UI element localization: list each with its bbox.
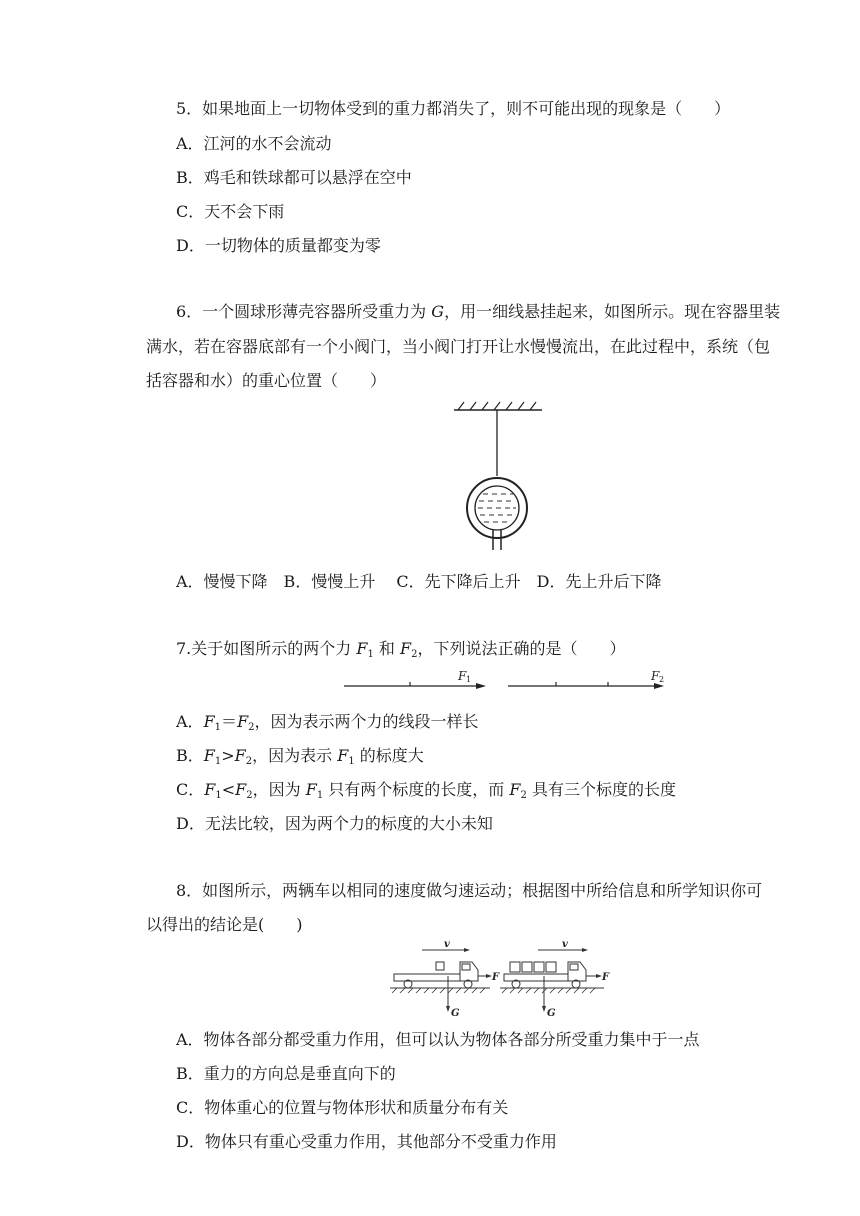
f1-label-sub: 1 [466, 675, 472, 684]
q7-stem-f2: F [400, 639, 412, 658]
q7-stem-f2-sub: 2 [411, 649, 418, 660]
q7-c-f2-sub: 2 [246, 790, 253, 801]
q5-option-b: B．鸡毛和铁球都可以悬浮在空中 [176, 168, 412, 187]
q7-c-mid: ，因为 [252, 780, 306, 799]
q5-stem: 5．如果地面上一切物体受到的重力都消失了，则不可能出现的现象是（ ） [176, 99, 731, 118]
f2-label: F [651, 669, 660, 683]
truck2-f-label: F [602, 972, 610, 983]
q7-c-f2b-sub: 2 [520, 790, 527, 801]
q7-b-f1b: F [337, 746, 349, 765]
q7-option-a: A．$F_1=F_2$，因为表示两个力的线段一样长 [176, 712, 479, 733]
q7-b-f1: F [203, 746, 215, 765]
q7-c-f2: F [235, 780, 247, 799]
q5-option-a: A．江河的水不会流动 [176, 134, 332, 153]
q8-option-d: D．物体只有重心受重力作用，其他部分不受重力作用 [176, 1132, 557, 1151]
q7-c-mid2: 只有两个标度的长度，而 [323, 780, 510, 799]
q6-stem-line1 [176, 299, 780, 322]
q8-option-a: A．物体各部分都受重力作用，但可以认为物体各部分所受重力集中于一点 [176, 1030, 700, 1049]
q7-a-prefix: A． [176, 712, 204, 731]
q7-a-f2-sub: 2 [248, 722, 255, 733]
q6-hanging-sphere-figure [450, 398, 546, 553]
q7-b-f2-sub: 2 [245, 756, 253, 767]
q6-stem-text-a: 6．一个圆球形薄壳容器所受重力为 [176, 302, 432, 321]
q7-stem-text-a: 7.关于如图所示的两个力 [176, 639, 357, 658]
q7-b-f1-sub: 1 [214, 756, 222, 767]
q8-trucks-figure [388, 938, 614, 1020]
truck2-g-label: G [547, 1008, 556, 1019]
q8-stem-line1: 8．如图所示，两辆车以相同的速度做匀速运动；根据图中所给信息和所学知识你可 [176, 881, 763, 900]
q7-option-c: C．$F_1<F_2$，因为 $F_1$ 只有两个标度的长度，而 $F_2$ 具有三个标度的长度 [176, 780, 676, 801]
truck2-v-label: v [562, 939, 568, 950]
q6-stem-text-b: ，用一细线悬挂起来，如图所示。现在容器里装 [444, 302, 781, 321]
q6-stem-line2: 满水，若在容器底部有一个小阀门，当小阀门打开让水慢慢流出，在此过程中，系统（包 [146, 337, 771, 356]
f2-label-sub: 2 [659, 675, 665, 684]
q8-option-b: B．重力的方向总是垂直向下的 [176, 1064, 396, 1083]
q7-option-d: D．无法比较，因为两个力的标度的大小未知 [176, 814, 493, 833]
f2-arrow [508, 682, 656, 686]
q7-c-f1b: F [305, 780, 317, 799]
q7-b-prefix: B． [176, 746, 204, 765]
q7-force-arrows-figure [340, 666, 672, 696]
q5-option-c: C．天不会下雨 [176, 202, 285, 221]
q7-a-f2: F [237, 712, 249, 731]
q7-b-f1b-sub: 1 [348, 756, 355, 767]
q6-options: A．慢慢下降 B．慢慢上升 C．先下降后上升 D．先上升后下降 [176, 572, 662, 591]
q7-c-f2b: F [509, 780, 521, 799]
q7-a-rest: ，因为表示两个力的线段一样长 [254, 712, 479, 731]
truck1-f-label: F [492, 972, 500, 983]
q7-stem-text-c: ，下列说法正确的是（ ） [417, 639, 626, 658]
q7-stem-f1: F [356, 639, 368, 658]
q7-c-f1b-sub: 1 [316, 790, 324, 801]
q7-a-f1: F [203, 712, 215, 731]
q8-stem-line2: 以得出的结论是( ) [146, 915, 303, 934]
q6-stem-g: G [431, 302, 445, 321]
f1-label: F [458, 669, 467, 683]
q7-c-f1: F [204, 780, 216, 799]
q7-stem-text-b: 和 [373, 639, 401, 658]
q6-stem-line3: 括容器和水）的重心位置（ ） [146, 371, 387, 390]
q7-b-rest: 的标度大 [354, 746, 424, 765]
truck1-v-label: v [444, 939, 450, 950]
q8-option-c: C．物体重心的位置与物体形状和质量分布有关 [176, 1098, 509, 1117]
q7-stem [176, 636, 626, 660]
q7-b-f2: F [234, 746, 246, 765]
q7-option-b: B．$F_1>F_2$，因为表示 $F_1$ 的标度大 [176, 746, 424, 767]
q7-c-rest: 具有三个标度的长度 [526, 780, 676, 799]
q7-c-prefix: C． [176, 780, 205, 799]
truck1-g-label: G [451, 1008, 460, 1019]
q5-option-d: D．一切物体的质量都变为零 [176, 236, 381, 255]
q7-a-f1-sub: 1 [214, 722, 222, 733]
q7-c-f1-sub: 1 [215, 790, 222, 801]
q7-b-mid: ，因为表示 [252, 746, 338, 765]
q7-stem-f1-sub: 1 [367, 649, 374, 660]
